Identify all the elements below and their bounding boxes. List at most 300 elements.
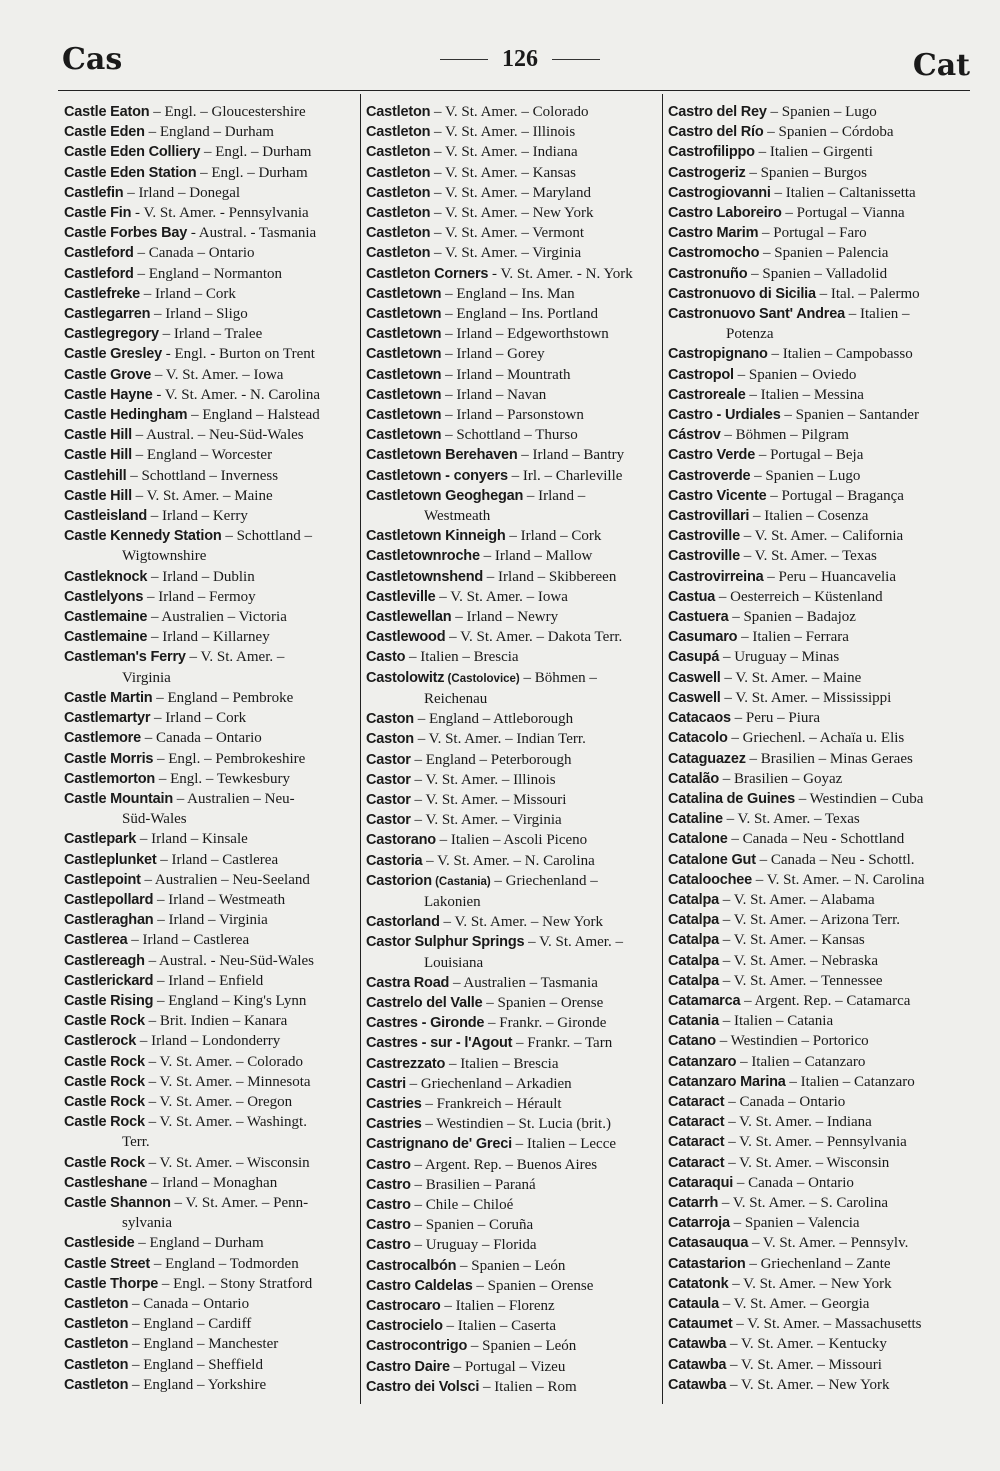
entry-location: – Portugal – Beja: [755, 447, 864, 464]
gazetteer-entry: [64, 971, 354, 991]
entry-location: – Irland – Castlerea: [156, 851, 279, 868]
entry-location: – Peru – Huancavelia: [763, 568, 896, 585]
entry-location: – Italien – Catanzaro: [785, 1073, 915, 1090]
gazetteer-entry: [64, 587, 354, 607]
entry-location: – V. St. Amer. – New York: [728, 1275, 892, 1292]
entry-headword: Catatonk: [668, 1275, 729, 1292]
entry-headword: Castolowitz: [366, 669, 445, 686]
entry-headword: Castrofilippo: [668, 144, 755, 161]
entry-location: – Brit. Indien – Kanara: [144, 1013, 288, 1030]
entry-headword: Castle Rock: [64, 1154, 145, 1171]
entry-headword: Cataguazez: [668, 750, 746, 767]
entry-headword: Castro - Urdiales: [668, 407, 781, 424]
entry-variant-name: (Castania): [431, 875, 491, 888]
entry-headword: Castle Rock: [64, 1093, 145, 1110]
entry-location: – Griechenland –: [490, 872, 598, 889]
entry-headword: Castlehill: [64, 467, 127, 484]
entry-headword: Cataract: [668, 1134, 725, 1151]
entry-location: – Italien – Caserta: [442, 1318, 557, 1335]
entry-location: – Irl. – Charleville: [507, 467, 623, 484]
gazetteer-entry: [668, 951, 958, 971]
entry-headword: Castro Marim: [668, 225, 759, 242]
entry-continuation: Terr.: [122, 1134, 150, 1151]
entry-headword: Castorion: [366, 872, 432, 889]
gazetteer-entry: [668, 1173, 958, 1193]
entry-headword: Castle Hayne: [64, 386, 153, 403]
entry-headword: Catalpa: [668, 952, 719, 969]
gazetteer-entry: [366, 284, 656, 304]
page-number: 126: [502, 46, 538, 72]
entry-headword: Castrignano de' Greci: [366, 1136, 512, 1153]
entry-headword: Castro: [366, 1217, 411, 1234]
gazetteer-entry: [366, 1074, 656, 1094]
entry-location: – Italien – Ferrara: [737, 629, 849, 646]
entry-location: – England – Sheffield: [128, 1356, 263, 1373]
entry-headword: Catawba: [668, 1356, 727, 1373]
entry-headword: Castleton: [64, 1356, 129, 1373]
entry-headword: Castletown Berehaven: [366, 447, 518, 464]
entry-headword: Casumaro: [668, 629, 738, 646]
gazetteer-entry: [366, 486, 656, 526]
gazetteer-entry: [64, 789, 354, 829]
entry-headword: Castroville: [668, 528, 740, 545]
entry-location: – Portugal – Faro: [758, 225, 867, 242]
gazetteer-entry: [366, 1114, 656, 1134]
gazetteer-entry: [64, 264, 354, 284]
entry-location: – Canada – Ontario: [733, 1174, 854, 1191]
gazetteer-entry: [668, 183, 958, 203]
entry-location: – England – Ins. Portland: [441, 306, 598, 323]
gazetteer-entry: [668, 1011, 958, 1031]
gazetteer-entry: [366, 385, 656, 405]
gazetteer-entry: [366, 466, 656, 486]
entry-location: – England – Durham: [134, 1235, 264, 1252]
gazetteer-entry: [366, 203, 656, 223]
entry-location: – V. St. Amer. – N. Carolina: [422, 852, 595, 869]
gazetteer-entry: [64, 163, 354, 183]
entry-location: – V. St. Amer. –: [185, 649, 285, 666]
entry-headword: Catania: [668, 1013, 719, 1030]
entry-headword: Castleside: [64, 1235, 135, 1252]
entry-headword: Castle Hedingham: [64, 407, 188, 424]
gazetteer-entry: [366, 264, 656, 284]
entry-headword: Castle Street: [64, 1255, 151, 1272]
entry-variant-name: (Castolovice): [444, 672, 520, 685]
entry-location: – Italien – Brescia: [405, 649, 519, 666]
gazetteer-entry: [668, 829, 958, 849]
entry-continuation: Louisiana: [424, 954, 484, 971]
entry-location: – V. St. Amer. – Wisconsin: [144, 1154, 310, 1171]
gazetteer-entry: [366, 871, 656, 912]
entry-location: – V. St. Amer. – New York: [439, 914, 603, 931]
gazetteer-entry: [668, 203, 958, 223]
gazetteer-entry: [668, 142, 958, 162]
gazetteer-entry: [64, 203, 354, 223]
gazetteer-entry: [668, 405, 958, 425]
running-head-right: Cat: [912, 48, 970, 83]
gazetteer-entry: [668, 1031, 958, 1051]
gazetteer-entry: [668, 850, 958, 870]
entry-headword: Castle Forbes Bay: [64, 225, 188, 242]
entry-location: – Spanien – Orense: [482, 994, 604, 1011]
entry-headword: Castletownshend: [366, 568, 484, 585]
gazetteer-entry: [668, 1153, 958, 1173]
entry-headword: Catalpa: [668, 932, 719, 949]
entry-headword: Castrogiovanni: [668, 184, 771, 201]
entry-continuation: Wigtownshire: [122, 548, 207, 565]
gazetteer-entry: [366, 243, 656, 263]
entry-headword: Castor: [366, 812, 411, 829]
gazetteer-entry: [64, 1052, 354, 1072]
entry-headword: Cataract: [668, 1154, 725, 1171]
entry-headword: Castri: [366, 1075, 406, 1092]
entry-location: – V. St. Amer. – Pennsylv.: [748, 1235, 909, 1252]
entry-location: – Irland –: [523, 487, 586, 504]
entry-headword: Castua: [668, 588, 716, 605]
entry-headword: Castrocontrigo: [366, 1338, 468, 1355]
entry-headword: Castries: [366, 1116, 422, 1133]
entry-location: – Irland – Bantry: [517, 447, 625, 464]
gazetteer-entry: [64, 728, 354, 748]
entry-headword: Castle Rock: [64, 1114, 145, 1131]
gazetteer-entry: [668, 769, 958, 789]
entry-headword: Castletown: [366, 326, 442, 343]
entry-location: - V. St. Amer. - Pennsylvania: [131, 205, 309, 222]
entry-headword: Castle Martin: [64, 689, 153, 706]
gazetteer-entry: [64, 324, 354, 344]
gazetteer-entry: [668, 1072, 958, 1092]
entry-location: – Spanien – Córdoba: [763, 124, 894, 141]
entry-location: – Irland – Mountrath: [441, 366, 571, 383]
entry-headword: Caswell: [668, 689, 721, 706]
entry-headword: Castleton: [366, 225, 431, 242]
entry-headword: Castlerea: [64, 932, 128, 949]
entry-headword: Castro Daire: [366, 1358, 450, 1375]
entry-location: – V. St. Amer. – Texas: [722, 811, 860, 828]
header-divider: [58, 90, 970, 91]
entry-location: – Irland – Mallow: [479, 548, 593, 565]
header-rule-right: [552, 59, 600, 60]
entry-headword: Castle Mountain: [64, 790, 173, 807]
gazetteer-entry: [366, 810, 656, 830]
entry-headword: Castuera: [668, 609, 729, 626]
entry-location: – Schottland – Thurso: [441, 427, 578, 444]
gazetteer-entry: [668, 890, 958, 910]
entry-headword: Castleford: [64, 245, 134, 262]
entry-location: – V. St. Amer. – Alabama: [718, 891, 875, 908]
entry-location: – Irland – Westmeath: [153, 891, 286, 908]
entry-headword: Castro: [366, 1196, 411, 1213]
entry-location: – V. St. Amer. – Missouri: [726, 1356, 882, 1373]
entry-location: – V. St. Amer. – Illinois: [410, 771, 556, 788]
entry-location: – Irland – Dublin: [147, 568, 255, 585]
entry-headword: Castrovirreina: [668, 568, 764, 585]
entry-headword: Castro Caldelas: [366, 1277, 473, 1294]
entry-headword: Castletown: [366, 407, 442, 424]
entry-headword: Castlerock: [64, 1033, 137, 1050]
entry-location: – England – Yorkshire: [128, 1376, 267, 1393]
entry-location: – V. St. Amer. – Washingt.: [144, 1114, 307, 1131]
entry-location: – Italien – Rom: [479, 1378, 577, 1395]
gazetteer-entry: [366, 912, 656, 932]
entry-location: – Westindien – St. Lucia (brit.): [421, 1116, 611, 1133]
entry-location: – Argent. Rep. – Buenos Aires: [410, 1156, 598, 1173]
gazetteer-entry: [64, 1334, 354, 1354]
gazetteer-entry: [366, 142, 656, 162]
gazetteer-entry: [366, 1276, 656, 1296]
entry-location: – V. St. Amer. – Maine: [720, 669, 862, 686]
entry-headword: Castleton: [64, 1376, 129, 1393]
entry-headword: Castletown: [366, 285, 442, 302]
entry-headword: Castroreale: [668, 386, 746, 403]
entry-location: – Spanien – Burgos: [745, 164, 867, 181]
entry-headword: Castleshane: [64, 1174, 148, 1191]
entry-location: – Irland – Tralee: [158, 326, 263, 343]
entry-location: – V. St. Amer. – Penn-: [170, 1194, 309, 1211]
entry-location: – V. St. Amer. –: [524, 934, 623, 951]
gazetteer-entry: [64, 284, 354, 304]
gazetteer-entry: [64, 749, 354, 769]
entry-headword: Castor: [366, 751, 411, 768]
entry-headword: Castletown Geoghegan: [366, 487, 524, 504]
entry-headword: Castletown: [366, 346, 442, 363]
entry-location: – Spanien – Palencia: [759, 245, 889, 262]
entry-headword: Castor Sulphur Springs: [366, 934, 525, 951]
entry-location: – Irland – Kerry: [147, 508, 248, 525]
gazetteer-entry: [668, 910, 958, 930]
entry-location: – Italien – Ascoli Piceno: [435, 832, 588, 849]
entry-location: – Irland – Donegal: [123, 184, 241, 201]
entry-location: – V. St. Amer. – Tennessee: [718, 972, 883, 989]
entry-location: – Canada – Ontario: [133, 245, 255, 262]
entry-continuation: Reichenau: [424, 690, 488, 707]
entry-location: – V. St. Amer. – Dakota Terr.: [445, 629, 623, 646]
gazetteer-entry: [64, 1112, 354, 1152]
gazetteer-entry: [64, 1314, 354, 1334]
entry-headword: Castrogeriz: [668, 164, 746, 181]
gazetteer-entry: [64, 445, 354, 465]
entry-headword: Castromocho: [668, 245, 760, 262]
entry-headword: Catalpa: [668, 912, 719, 929]
entry-headword: Castletown: [366, 306, 442, 323]
entry-headword: Castle Hill: [64, 487, 132, 504]
entry-location: – Italien – Messina: [745, 386, 864, 403]
gazetteer-entry: [366, 1377, 656, 1397]
entry-location: – V. St. Amer. – Iowa: [151, 366, 284, 383]
gazetteer-entry: [64, 567, 354, 587]
entry-location: – Portugal – Vizeu: [449, 1358, 566, 1375]
gazetteer-entry: [668, 264, 958, 284]
entry-location: – V. St. Amer. – Colorado: [430, 104, 589, 120]
entry-headword: Castleville: [366, 588, 436, 605]
gazetteer-entry: [64, 344, 354, 364]
entry-headword: Castletown - conyers: [366, 467, 508, 484]
gazetteer-entry: [668, 749, 958, 769]
entry-location: – Spanien – Coruña: [410, 1217, 534, 1234]
entry-headword: Castleton: [366, 124, 431, 141]
gazetteer-entry: [668, 385, 958, 405]
gazetteer-entry: [64, 526, 354, 566]
entry-location: – Chile – Chiloé: [410, 1196, 514, 1213]
entry-location: – Irland – Castlerea: [127, 932, 250, 949]
gazetteer-entry: [64, 142, 354, 162]
entry-headword: Castro del Río: [668, 124, 764, 141]
entry-headword: Castro: [366, 1176, 411, 1193]
entry-location: – Böhmen – Pilgram: [720, 427, 849, 444]
gazetteer-entry: [366, 932, 656, 972]
entry-location: – Frankreich – Hérault: [421, 1095, 562, 1112]
entry-location: – Irland – Londonderry: [136, 1033, 281, 1050]
entry-location: – V. St. Amer. – Massachusetts: [732, 1316, 922, 1333]
entry-location: – Peru – Piura: [730, 710, 821, 727]
entry-location: – Australien – Neu-Seeland: [140, 871, 310, 888]
entry-location: – V. St. Amer. – Missouri: [410, 791, 567, 808]
entry-location: – Italien – Brescia: [445, 1055, 559, 1072]
gazetteer-entry: [668, 587, 958, 607]
entry-location: – V. St. Amer. – New York: [726, 1376, 890, 1393]
entry-headword: Castlepoint: [64, 871, 141, 888]
gazetteer-entry: [668, 930, 958, 950]
entry-location: – Irland – Parsonstown: [441, 407, 584, 424]
entry-headword: Catarrh: [668, 1194, 719, 1211]
gazetteer-entry: [668, 789, 958, 809]
entry-location: – Spanien – Lugo: [766, 104, 877, 120]
gazetteer-entry: [668, 1294, 958, 1314]
entry-headword: Castlemaine: [64, 629, 148, 646]
gazetteer-entry: [668, 991, 958, 1011]
entry-location: – Italien – Girgenti: [754, 144, 873, 161]
gazetteer-entry: [668, 1355, 958, 1375]
entry-location: – Italien – Caltanissetta: [770, 184, 916, 201]
gazetteer-entry: [668, 809, 958, 829]
gazetteer-entry: [64, 1011, 354, 1031]
entry-headword: Castlegarren: [64, 306, 151, 323]
entry-headword: Cataline: [668, 811, 723, 828]
gazetteer-entry: [64, 1375, 354, 1395]
gazetteer-entry: [668, 1092, 958, 1112]
entry-location: – Australien – Neu-: [172, 790, 295, 807]
entry-location: – Spanien – Santander: [780, 407, 919, 424]
gazetteer-entry: [668, 1193, 958, 1213]
gazetteer-entry: [64, 1173, 354, 1193]
gazetteer-entry: [366, 1094, 656, 1114]
entry-location: – Austral. - Neu-Süd-Wales: [144, 952, 314, 969]
entry-continuation: Süd-Wales: [122, 811, 187, 828]
entry-location: – V. St. Amer. – Kansas: [430, 164, 576, 181]
entry-location: – Italien – Catania: [718, 1013, 834, 1030]
entry-location: – Italien – Lecce: [511, 1136, 617, 1153]
gazetteer-entry: [64, 930, 354, 950]
entry-headword: Castorland: [366, 914, 440, 931]
entry-location: – Portugal – Vianna: [781, 205, 905, 222]
entry-headword: Castlemorton: [64, 770, 156, 787]
entry-headword: Castres - sur - l'Agout: [366, 1035, 513, 1052]
entry-location: – Irland – Newry: [451, 609, 559, 626]
gazetteer-entry: [366, 1155, 656, 1175]
gazetteer-entry: [668, 223, 958, 243]
entry-location: – Argent. Rep. – Catamarca: [740, 992, 911, 1009]
gazetteer-entry: [366, 223, 656, 243]
entry-headword: Castronuovo di Sicilia: [668, 285, 816, 302]
entry-headword: Castletown: [366, 386, 442, 403]
gazetteer-entry: [64, 870, 354, 890]
entry-location: – Irland – Cork: [140, 285, 236, 302]
gazetteer-entry: [668, 243, 958, 263]
entry-headword: Castro: [366, 1156, 411, 1173]
gazetteer-entry: [668, 1274, 958, 1294]
gazetteer-entry: [366, 627, 656, 647]
entry-headword: Catawba: [668, 1376, 727, 1393]
gazetteer-entry: [668, 1233, 958, 1253]
entry-location: – Griechenl. – Achaïa u. Elis: [727, 730, 905, 747]
gazetteer-entry: [64, 385, 354, 405]
gazetteer-entry: [64, 425, 354, 445]
gazetteer-entry: [64, 122, 354, 142]
entry-location: – V. St. Amer. – Texas: [739, 548, 877, 565]
entry-location: – England – Durham: [144, 124, 274, 141]
gazetteer-entry: [366, 1316, 656, 1336]
entry-headword: Casupá: [668, 649, 720, 666]
entry-headword: Castleplunket: [64, 851, 157, 868]
entry-headword: Castro Vicente: [668, 487, 767, 504]
entry-location: – Uruguay – Minas: [719, 649, 840, 666]
gazetteer-entry: [366, 546, 656, 566]
entry-location: – Canada – Ontario: [128, 1295, 250, 1312]
entry-location: – V. St. Amer. – New York: [430, 205, 594, 222]
gazetteer-entry: [668, 304, 958, 344]
entry-continuation: Virginia: [122, 669, 171, 686]
entry-location: – Spanien – León: [456, 1257, 566, 1274]
entry-headword: Caston: [366, 731, 414, 748]
entry-location: – Westindien – Cuba: [794, 790, 924, 807]
entry-headword: Castleford: [64, 265, 134, 282]
gazetteer-entry: [366, 405, 656, 425]
entry-location: – V. St. Amer. – Colorado: [144, 1053, 304, 1070]
entry-location: – Ital. – Palermo: [815, 285, 920, 302]
entry-location: – V. St. Amer. – Pennsylvania: [724, 1134, 907, 1151]
gazetteer-entry: [668, 122, 958, 142]
entry-location: – V. St. Amer. – Georgia: [718, 1295, 870, 1312]
gazetteer-entry: [366, 973, 656, 993]
entry-location: – England – Normanton: [133, 265, 283, 282]
entry-location: – Irland – Gorey: [441, 346, 545, 363]
entry-headword: Castro del Rey: [668, 104, 767, 120]
gazetteer-entry: [668, 1314, 958, 1334]
gazetteer-entry: [64, 647, 354, 687]
entry-headword: Castle Eden Colliery: [64, 144, 201, 161]
gazetteer-entry: [668, 102, 958, 122]
entry-location: – England – Attleborough: [413, 711, 574, 728]
entry-headword: Catanzaro: [668, 1053, 737, 1070]
entry-headword: Castle Rock: [64, 1053, 145, 1070]
gazetteer-entry: [64, 769, 354, 789]
entry-location: – Griechenland – Arkadien: [405, 1075, 572, 1092]
gazetteer-entry: [366, 365, 656, 385]
entry-headword: Castlepollard: [64, 891, 154, 908]
gazetteer-entry: [64, 1355, 354, 1375]
gazetteer-entry: [366, 567, 656, 587]
page-number-block: [420, 46, 620, 73]
entry-location: – Spanien – Badajoz: [728, 609, 856, 626]
entry-location: – V. St. Amer. – Nebraska: [718, 952, 879, 969]
entry-headword: Castlefreke: [64, 285, 140, 302]
gazetteer-entry: [366, 526, 656, 546]
entry-location: – Irland – Cork: [505, 528, 602, 545]
gazetteer-entry: [366, 344, 656, 364]
entry-location: – V. St. Amer. – Virginia: [410, 812, 562, 829]
entry-location: – Irland – Skibbereen: [483, 568, 617, 585]
entry-headword: Castroville: [668, 548, 740, 565]
